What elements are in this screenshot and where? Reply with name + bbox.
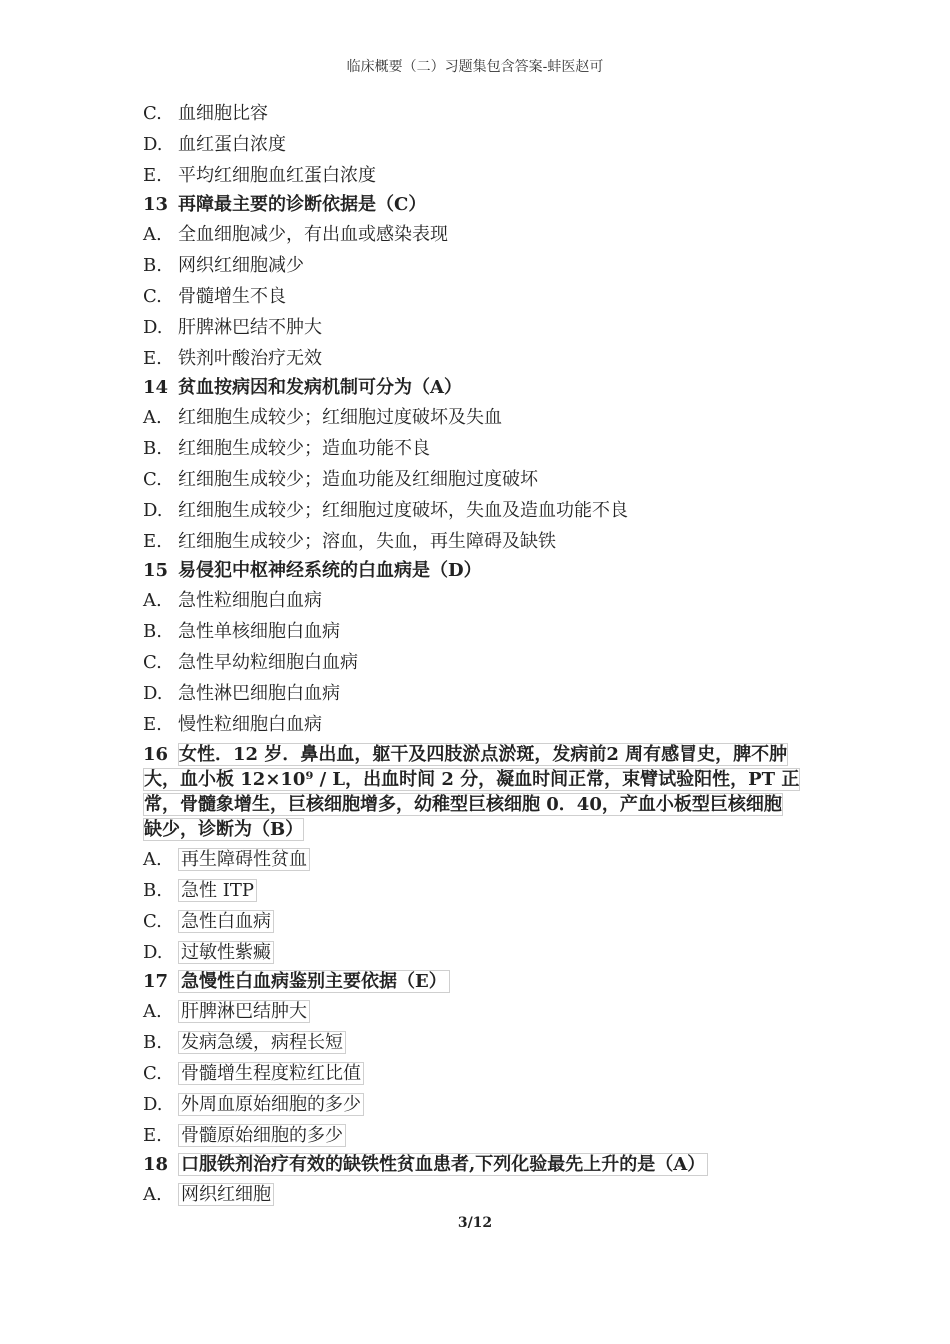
option-text: 红细胞生成较少；造血功能及红细胞过度破坏 [178,469,538,490]
option-text: 骨髓增生程度粒红比值 [178,1062,364,1085]
option-text: 发病急缓，病程长短 [178,1031,346,1054]
option-text: 急性单核细胞白血病 [178,621,340,642]
question-number: 15 [143,560,169,581]
answer-option [143,402,823,433]
question-number: 16 [143,744,169,765]
option-letter: B. [143,255,162,276]
answer-option [143,585,823,616]
option-text: 慢性粒细胞白血病 [178,714,322,735]
option-letter: C. [143,103,162,124]
answer-option [143,1027,823,1058]
option-text: 红细胞生成较少；红细胞过度破坏及失血 [178,407,502,428]
option-letter: E. [143,531,162,552]
option-letter: E. [143,1125,162,1146]
answer-option [143,906,823,937]
option-text: 急性早幼粒细胞白血病 [178,652,358,673]
option-text: 急性粒细胞白血病 [178,590,322,611]
option-text: 红细胞生成较少；造血功能不良 [178,438,430,459]
option-text: 急性淋巴细胞白血病 [178,683,340,704]
option-letter: A. [143,1001,162,1022]
answer-option [143,937,823,968]
question-14 [143,374,823,402]
option-letter: C. [143,469,162,490]
question-18 [143,1151,823,1179]
answer-option [143,433,823,464]
answer-option [143,616,823,647]
question-number: 13 [143,194,169,215]
option-text: 平均红细胞血红蛋白浓度 [178,165,376,186]
option-letter: C. [143,1063,162,1084]
answer-option [143,647,823,678]
answer-option [143,1058,823,1089]
option-letter: D. [143,317,163,338]
question-text: 口服铁剂治疗有效的缺铁性贫血患者,下列化验最先上升的是（A） [178,1153,708,1176]
answer-option [143,1089,823,1120]
answer-option [143,875,823,906]
option-text: 红细胞生成较少；溶血，失血，再生障碍及缺铁 [178,531,556,552]
option-text: 肝脾淋巴结肿大 [178,1000,310,1023]
option-letter: C. [143,911,162,932]
option-letter: D. [143,500,163,521]
answer-option [143,709,823,740]
option-letter: C. [143,652,162,673]
question-text-line: 大，血小板 12×10⁹ / L，出血时间 2 分，凝血时间正常，束臂试验阳性，PT 正 [144,769,800,790]
option-text: 网织红细胞减少 [178,255,304,276]
option-letter: D. [143,683,163,704]
answer-option [143,250,823,281]
question-text: 急慢性白血病鉴别主要依据（E） [178,970,450,993]
option-letter: B. [143,621,162,642]
question-16 [143,740,823,844]
question-list-part2 [143,844,823,1210]
option-text: 肝脾淋巴结不肿大 [178,317,322,338]
question-number: 14 [143,377,169,398]
option-text: 骨髓增生不良 [178,286,286,307]
option-text: 急性 ITP [178,879,257,902]
option-letter: E. [143,165,162,186]
question-17 [143,968,823,996]
option-letter: A. [143,407,162,428]
option-text: 血细胞比容 [178,103,268,124]
option-text: 铁剂叶酸治疗无效 [178,348,322,369]
answer-option [143,678,823,709]
question-text: 易侵犯中枢神经系统的白血病是（D） [178,560,482,581]
option-letter: B. [143,880,162,901]
answer-option [143,526,823,557]
answer-option [143,281,823,312]
option-letter: A. [143,849,162,870]
answer-option [143,1120,823,1151]
question-list-part1 [143,98,823,740]
option-letter: A. [143,224,162,245]
answer-option [143,98,823,129]
question-text-line: 常，骨髓象增生，巨核细胞增多，幼稚型巨核细胞 0．40，产血小板型巨核细胞 [144,794,782,815]
page-number: 3/12 [457,1215,493,1231]
option-letter: E. [143,348,162,369]
question-number: 17 [143,971,169,992]
page-content [143,98,823,1210]
answer-option [143,343,823,374]
answer-option [143,312,823,343]
answer-option [143,844,823,875]
option-letter: A. [143,1184,162,1205]
option-text: 急性白血病 [178,910,274,933]
option-letter: E. [143,714,162,735]
option-text: 全血细胞减少，有出血或感染表现 [178,224,448,245]
option-text: 再生障碍性贫血 [178,848,310,871]
option-letter: D. [143,1094,163,1115]
question-15 [143,557,823,585]
question-text-line: 女性．12 岁．鼻出血，躯干及四肢淤点淤斑，发病前2 周有感冒史，脾不肿 [179,744,788,765]
option-text: 外周血原始细胞的多少 [178,1093,364,1116]
answer-option [143,160,823,191]
answer-option [143,495,823,526]
option-letter: B. [143,1032,162,1053]
question-text-line: 缺少，诊断为（B） [144,819,304,840]
option-letter: C. [143,286,162,307]
option-text: 血红蛋白浓度 [178,134,286,155]
answer-option [143,129,823,160]
answer-option [143,219,823,250]
page-header: 临床概要（二）习题集包含答案-蚌医赵可 [346,59,604,75]
option-text: 网织红细胞 [178,1183,274,1206]
answer-option [143,996,823,1027]
option-text: 骨髓原始细胞的多少 [178,1124,346,1147]
question-text: 再障最主要的诊断依据是（C） [178,194,427,215]
option-letter: D. [143,942,163,963]
answer-option [143,1179,823,1210]
question-number: 18 [143,1154,169,1175]
question-text: 贫血按病因和发病机制可分为（A） [178,377,462,398]
answer-option [143,464,823,495]
question-13 [143,191,823,219]
option-text: 红细胞生成较少；红细胞过度破坏，失血及造血功能不良 [178,500,628,521]
option-letter: A. [143,590,162,611]
option-letter: B. [143,438,162,459]
option-text: 过敏性紫癜 [178,941,274,964]
option-letter: D. [143,134,163,155]
